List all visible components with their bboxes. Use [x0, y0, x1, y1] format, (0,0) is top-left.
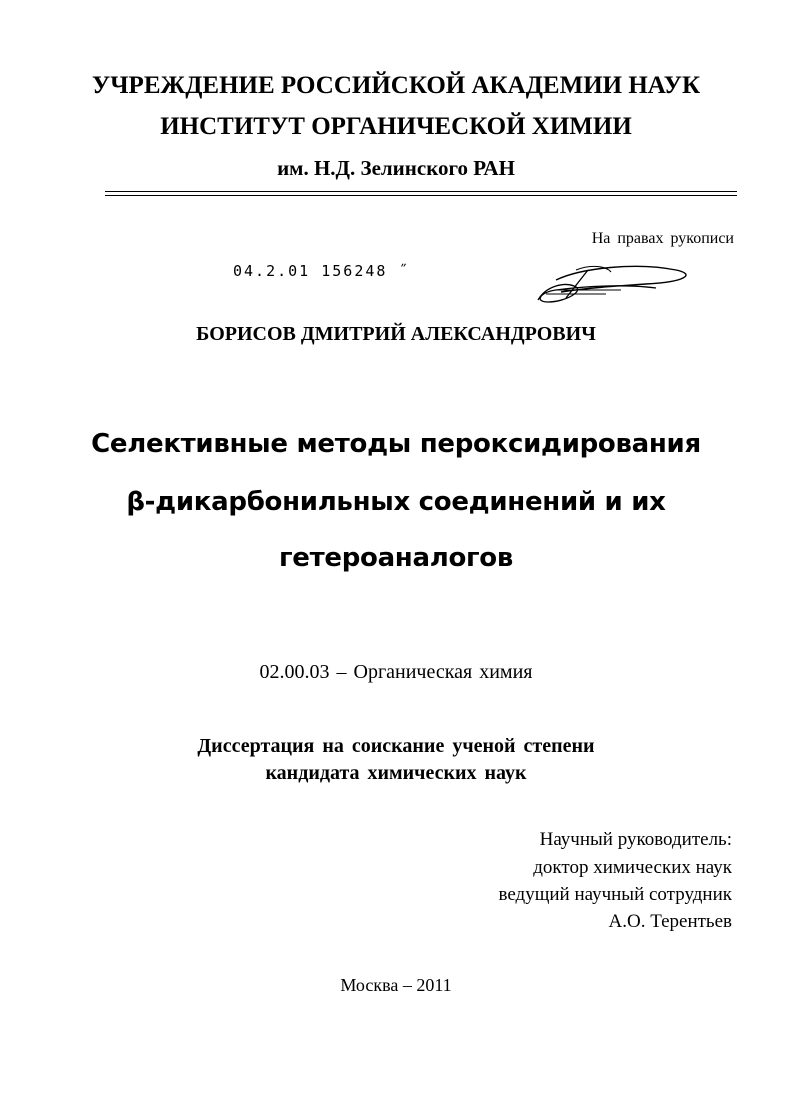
city-year: Москва – 2011 [340, 975, 452, 995]
institution-line-3: им. Н.Д. Зелинского РАН [277, 156, 515, 180]
degree-line-2: кандидата химических наук [265, 762, 527, 784]
registration-stamp: 04.2.01 156248 ˝ [233, 262, 410, 280]
supervisor-position: ведущий научный сотрудник [498, 884, 732, 905]
institution-line-1: УЧРЕЖДЕНИЕ РОССИЙСКОЙ АКАДЕМИИ НАУК [91, 72, 701, 99]
title-line-2: β-дикарбонильных соединений и их [126, 487, 666, 517]
title-line-3: гетероаналогов [278, 543, 514, 573]
degree-line-1: Диссертация на соискание ученой степени [197, 735, 595, 757]
signature-icon [526, 260, 696, 310]
supervisor-degree: доктор химических наук [533, 857, 732, 878]
header-rule-top [105, 191, 737, 192]
institution-line-2: ИНСТИТУТ ОРГАНИЧЕСКОЙ ХИМИИ [160, 113, 632, 140]
manuscript-note: На правах рукописи [591, 230, 734, 247]
supervisor-name: А.О. Терентьев [608, 911, 732, 932]
header-rule-bottom [105, 195, 737, 196]
supervisor-role: Научный руководитель: [539, 829, 732, 850]
author-name: БОРИСОВ ДМИТРИЙ АЛЕКСАНДРОВИЧ [196, 323, 596, 345]
title-line-1: Селективные методы пероксидирования [91, 429, 701, 459]
specialty: 02.00.03 – Органическая химия [259, 661, 533, 683]
